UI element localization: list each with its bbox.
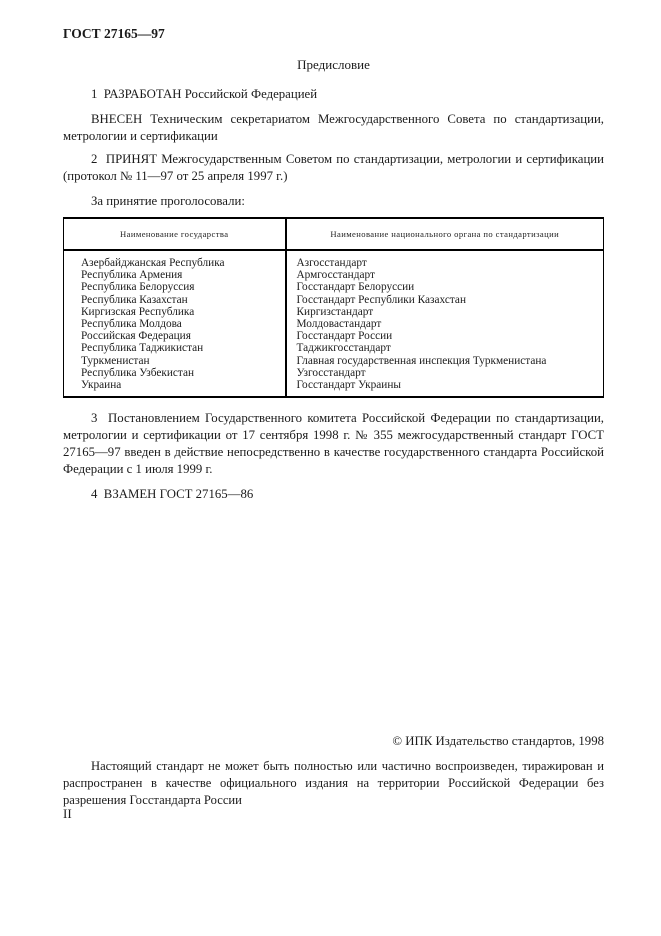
state-cell: Туркменистан <box>64 355 286 367</box>
state-cell: Республика Армения <box>64 269 286 281</box>
org-cell: Молдовастандарт <box>296 318 382 331</box>
table-row <box>64 355 604 367</box>
table-row <box>64 306 604 318</box>
org-cell: Госстандарт Украины <box>296 379 401 392</box>
org-cell: Госстандарт Республики Казахстан <box>296 293 466 306</box>
preface-title: Предисловие <box>297 57 370 72</box>
paragraph-replaces: 4 ВЗАМЕН ГОСТ 27165—86 <box>91 487 254 502</box>
table-row <box>64 281 604 293</box>
org-cell: Узгосстандарт <box>296 366 366 379</box>
org-cell: Госстандарт России <box>296 330 393 343</box>
table-row <box>64 250 604 269</box>
org-cell: Госстандарт Белоруссии <box>296 281 415 294</box>
org-cell: Армгосстандарт <box>296 269 375 282</box>
paragraph-submitted: ВНЕСЕН Техническим секретариатом Межгосударственного Совета по стандартизации, метрологии и сертификации <box>63 112 604 143</box>
org-cell: Главная государственная инспекция Туркменистана <box>296 354 547 367</box>
paragraph-accepted: 2 ПРИНЯТ Межгосударственным Советом по стандартизации, метрологии и сертификации (протокол № 11—97 от 25 апреля 1997 г.) <box>63 152 604 183</box>
paragraph-developed: 1 РАЗРАБОТАН Российской Федерацией <box>91 87 318 101</box>
page-number: II <box>63 806 72 821</box>
state-cell: Азербайджанская Республика <box>64 250 286 269</box>
state-cell: Киргизская Республика <box>64 306 286 318</box>
voting-table <box>63 217 604 398</box>
doc-code: ГОСТ 27165—97 <box>63 26 165 41</box>
table-row <box>64 294 604 306</box>
table-row <box>64 342 604 354</box>
org-cell: Киргизстандарт <box>296 305 374 318</box>
state-cell: Республика Молдова <box>64 318 286 330</box>
paragraph-decree: 3 Постановлением Государственного комитета Российской Федерации по стандартизации, метрологии и сертификации от 17 сентября 1998 г. № 355 межгосударственный стандарт ГОСТ 27165—97 введен в действие непосредственно в качестве государственного стандарта Российской Федерации с 1 июля 1999 г. <box>63 411 604 477</box>
state-cell: Российская Федерация <box>64 330 286 342</box>
org-cell: Азгосстандарт <box>296 257 367 269</box>
table-row <box>64 367 604 379</box>
table-row <box>64 330 604 342</box>
reproduction-restriction: Настоящий стандарт не может быть полностью или частично воспроизведен, тиражирован и распространен в качестве официального издания на территории Российской Федерации без разрешения Госстандарта России <box>63 759 604 807</box>
table-row <box>64 379 604 397</box>
table-row <box>64 318 604 330</box>
column-header-state: Наименование государства <box>64 218 286 250</box>
paragraph-vote-intro: За принятие проголосовали: <box>91 194 245 208</box>
state-cell: Республика Узбекистан <box>64 367 286 379</box>
state-cell: Республика Таджикистан <box>64 342 286 354</box>
org-cell: Таджикгосстандарт <box>296 342 391 355</box>
table-header-row <box>64 218 604 250</box>
state-cell: Республика Белоруссия <box>64 281 286 293</box>
state-cell: Республика Казахстан <box>64 294 286 306</box>
column-header-org: Наименование национального органа по стандартизации <box>286 218 604 250</box>
copyright-line: © ИПК Издательство стандартов, 1998 <box>392 734 604 748</box>
table-row <box>64 269 604 281</box>
state-cell: Украина <box>64 379 286 397</box>
